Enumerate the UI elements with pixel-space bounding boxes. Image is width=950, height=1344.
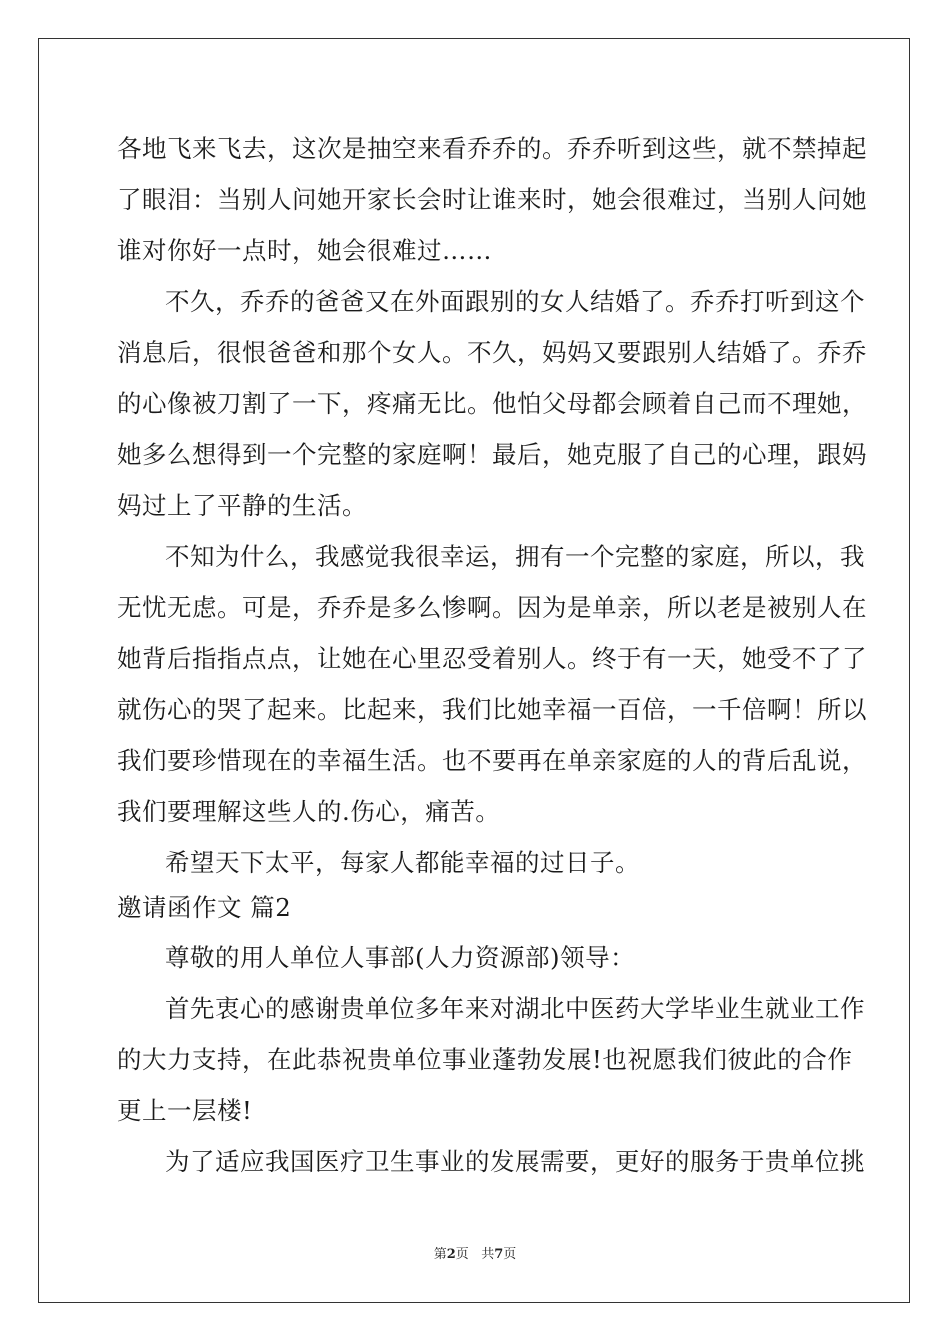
body-text-line: 她多么想得到一个完整的家庭啊！最后，她克服了自己的心理，跟妈 xyxy=(117,440,867,469)
paragraph-first-line: 不久，乔乔的爸爸又在外面跟别的女人结婚了。乔乔打听到这个 xyxy=(165,287,865,316)
paragraph-first-line: 不知为什么，我感觉我很幸运，拥有一个完整的家庭，所以，我 xyxy=(165,542,865,571)
body-text-line: 妈过上了平静的生活。 xyxy=(117,491,367,520)
body-text-line: 我们要珍惜现在的幸福生活。也不要再在单亲家庭的人的背后乱说， xyxy=(117,746,867,775)
body-text-line: 就伤心的哭了起来。比起来，我们比她幸福一百倍，一千倍啊！所以 xyxy=(117,695,867,724)
body-text-line: 她背后指指点点，让她在心里忍受着别人。终于有一天，她受不了了 xyxy=(117,644,867,673)
body-text-line: 了眼泪：当别人问她开家长会时让谁来时，她会很难过，当别人问她 xyxy=(117,185,867,214)
paragraph-first-line: 首先衷心的感谢贵单位多年来对湖北中医药大学毕业生就业工作 xyxy=(165,994,865,1023)
footer-total-suffix: 页 xyxy=(503,1247,517,1262)
body-text-line: 我们要理解这些人的.伤心，痛苦。 xyxy=(117,797,501,826)
body-text-line: 消息后，很恨爸爸和那个女人。不久，妈妈又要跟别人结婚了。乔乔 xyxy=(117,338,867,367)
section-heading: 邀请函作文 篇2 xyxy=(117,893,292,922)
body-text-line: 谁对你好一点时，她会很难过…… xyxy=(117,236,492,265)
footer-page-suffix: 页 xyxy=(455,1247,469,1262)
page-footer xyxy=(0,1247,950,1263)
paragraph-first-line: 为了适应我国医疗卫生事业的发展需要，更好的服务于贵单位挑 xyxy=(165,1147,865,1176)
body-text-line: 的大力支持，在此恭祝贵单位事业蓬勃发展!也祝愿我们彼此的合作 xyxy=(117,1045,853,1074)
body-text-line: 无忧无虑。可是，乔乔是多么惨啊。因为是单亲，所以老是被别人在 xyxy=(117,593,867,622)
footer-page-number: 2 xyxy=(446,1247,456,1262)
footer-page-prefix: 第 xyxy=(433,1247,447,1262)
footer-total-prefix: 共 xyxy=(481,1247,495,1262)
paragraph-first-line: 希望天下太平，每家人都能幸福的过日子。 xyxy=(165,848,640,877)
letter-salutation: 尊敬的用人单位人事部(人力资源部)领导： xyxy=(165,943,636,972)
body-text-line: 各地飞来飞去，这次是抽空来看乔乔的。乔乔听到这些，就不禁掉起 xyxy=(117,134,867,163)
body-text-line: 的心像被刀割了一下，疼痛无比。他怕父母都会顾着自己而不理她， xyxy=(117,389,867,418)
body-text-line: 更上一层楼! xyxy=(117,1096,253,1125)
footer-total-number: 7 xyxy=(494,1247,504,1262)
